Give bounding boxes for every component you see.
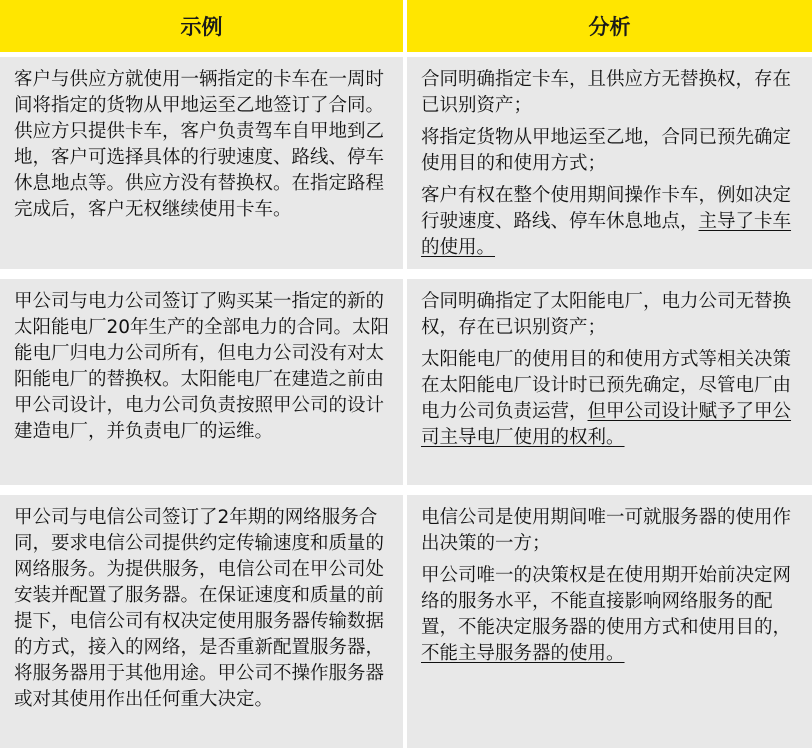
header-analysis: 分析 <box>407 0 812 52</box>
analysis-point: 合同明确指定了太阳能电厂，电力公司无替换权，存在已识别资产； <box>421 291 792 338</box>
analysis-point: 将指定货物从甲地运至乙地，合同已预先确定使用目的和使用方式； <box>421 127 792 174</box>
analysis-point-conclusion <box>421 563 800 667</box>
analysis-underlined-conclusion: 但甲公司设计赋予了甲公司主导电厂使用的权利。 <box>421 401 792 448</box>
example-text: 客户与供应方就使用一辆指定的卡车在一周时间将指定的货物从甲地运至乙地签订了合同。供应方只提供卡车，客户负责驾车自甲地到乙地，客户可选择具体的行驶速度、路线、停车休息地点等。供应方没有替换权。在指定路程完成后，客户无权继续使用卡车。 <box>14 69 385 220</box>
analysis-underlined-conclusion: 不能主导服务器的使用。 <box>421 643 625 664</box>
analysis-cell-2 <box>407 279 812 485</box>
example-cell-3 <box>0 495 403 748</box>
analysis-underlined-conclusion: 主导了卡车的使用。 <box>421 211 792 258</box>
analysis-point-conclusion <box>421 347 800 451</box>
analysis-text: 客户有权在整个使用期间操作卡车，例如决定行驶速度、路线、停车休息地点， <box>421 185 792 232</box>
analysis-cell-3 <box>407 495 812 748</box>
analysis-point: 电信公司是使用期间唯一可就服务器的使用作出决策的一方； <box>421 507 792 554</box>
analysis-point-conclusion <box>421 183 800 261</box>
example-text: 甲公司与电信公司签订了2年期的网络服务合同，要求电信公司提供约定传输速度和质量的网络服务。为提供服务，电信公司在甲公司处安装并配置了服务器。在保证速度和质量的前提下，电信公司有权决定使用服务器传输数据的方式，接入的网络，是否重新配置服务器，将服务器用于其他用途。甲公司不操作服务器或对其使用作出任何重大决定。 <box>14 507 385 710</box>
analysis-text: 甲公司唯一的决策权是在使用期开始前决定网络的服务水平，不能直接影响网络服务的配置，不能决定服务器的使用方式和使用目的， <box>421 565 792 638</box>
example-cell-2 <box>0 279 403 485</box>
example-text: 甲公司与电力公司签订了购买某一指定的新的太阳能电厂20年生产的全部电力的合同。太阳能电厂归电力公司所有，但电力公司没有对太阳能电厂的替换权。太阳能电厂在建造之前由甲公司设计，电力公司负责按照甲公司的设计建造电厂，并负责电厂的运维。 <box>14 291 390 442</box>
example-cell-1 <box>0 57 403 269</box>
header-example: 示例 <box>0 0 403 52</box>
analysis-text: 太阳能电厂的使用目的和使用方式等相关决策在太阳能电厂设计时已预先确定，尽管电厂由电力公司负责运营， <box>421 349 792 422</box>
analysis-cell-1 <box>407 57 812 269</box>
analysis-point: 合同明确指定卡车，且供应方无替换权，存在已识别资产； <box>421 69 792 116</box>
